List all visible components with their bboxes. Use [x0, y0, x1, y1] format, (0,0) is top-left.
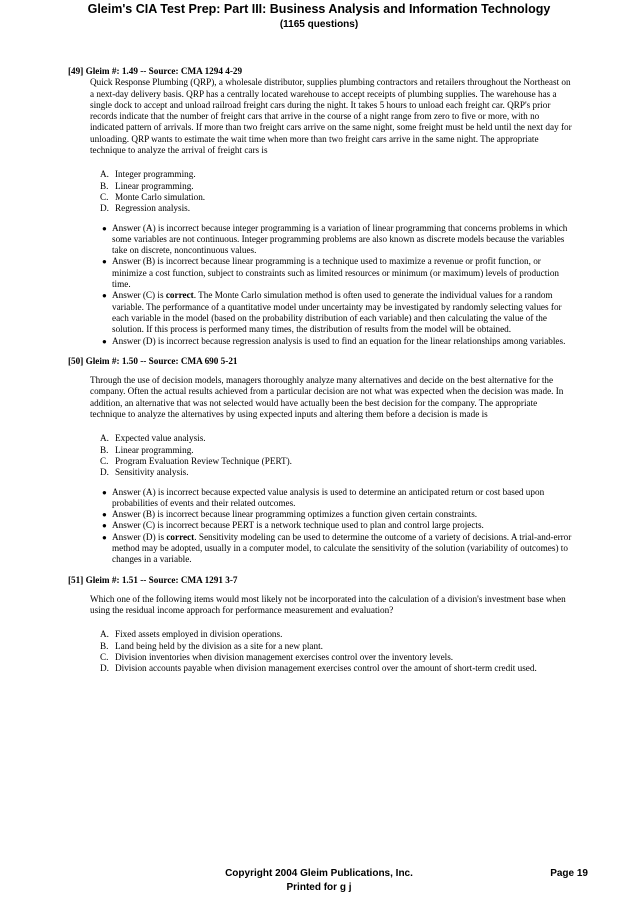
answer-choices	[100, 629, 572, 674]
bullet-icon: ●	[102, 487, 107, 497]
question-heading: [51] Gleim #: 1.51 -- Source: CMA 1291 3-7	[68, 574, 238, 585]
question-50	[68, 356, 572, 566]
choice-letter: D.	[100, 467, 109, 478]
explanation-text: Answer (B) is incorrect because linear programming is a technique used to maximize a revenue or profit function, or minimize a cost function, subject to constraints such as limited resources or minimum (or maximum) levels of production time.	[112, 256, 560, 290]
explanation-text-rest: . Sensitivity modeling can be used to determine the outcome of a variety of decisions. A trial-and-error method may be adopted, usually in a computer model, to calculate the sensitivity of the solution (variability of outcomes) to changes in a variable.	[112, 531, 572, 565]
explanation-text: Answer (D) is incorrect because regression analysis is used to find an equation for the linear relationships among variables.	[112, 335, 566, 346]
choice-text: Integer programming.	[115, 169, 196, 180]
bullet-icon: ●	[102, 532, 107, 542]
answer-explanations	[102, 487, 572, 566]
answer-choices	[100, 169, 572, 214]
explanation-b	[102, 256, 572, 290]
choice-text: Expected value analysis.	[115, 433, 206, 444]
bullet-icon: ●	[102, 223, 107, 233]
explanation-text: Answer (D) is	[112, 531, 167, 542]
page-number: Page 19	[550, 868, 588, 879]
choice-letter: A.	[100, 629, 109, 640]
choice-letter: D.	[100, 203, 109, 214]
explanation-b	[102, 509, 572, 520]
bullet-icon: ●	[102, 336, 107, 346]
explanation-c	[102, 290, 572, 335]
choice-text: Division inventories when division management exercises control over the inventory levels.	[115, 652, 454, 663]
explanation-c	[102, 520, 572, 531]
choice-text: Fixed assets employed in division operations.	[115, 629, 283, 640]
copyright-notice: Copyright 2004 Gleim Publications, Inc.	[225, 868, 413, 879]
choice-b	[100, 181, 572, 192]
explanation-a	[102, 487, 572, 510]
choice-letter: C.	[100, 455, 109, 466]
choice-d	[100, 203, 572, 214]
choice-letter: A.	[100, 169, 109, 180]
choice-c	[100, 192, 572, 203]
bullet-icon: ●	[102, 521, 107, 531]
question-51	[68, 575, 572, 675]
question-stem: Which one of the following items would most likely not be incorporated into the calculation of a division's investment base when using the residual income approach for performance measurement and evaluation?	[90, 593, 566, 616]
choice-d	[100, 663, 572, 674]
choice-letter: C.	[100, 652, 109, 663]
bullet-icon: ●	[102, 510, 107, 520]
explanation-d	[102, 336, 572, 347]
choice-a	[100, 433, 572, 444]
choice-text: Land being held by the division as a site for a new plant.	[115, 640, 323, 651]
choice-letter: D.	[100, 663, 109, 674]
question-body	[90, 77, 572, 347]
choice-c	[100, 652, 572, 663]
explanation-text: Answer (A) is incorrect because integer programming is a variation of linear programming that concerns problems in which some variables are not continuous. Integer programming problems are also known as discrete models because the variables take on discrete, noncontinuous values.	[112, 222, 568, 256]
choice-letter: B.	[100, 444, 109, 455]
question-body	[90, 594, 572, 675]
choice-letter: C.	[100, 191, 109, 202]
choice-letter: B.	[100, 180, 109, 191]
explanation-text: Answer (C) is incorrect because PERT is a network technique used to plan and control large projects.	[112, 520, 484, 531]
question-49	[68, 66, 572, 347]
choice-letter: A.	[100, 433, 109, 444]
question-stem: Through the use of decision models, managers thoroughly analyze many alternatives and decide on the best alternative for the company. Often the actual results achieved from a particular decision are not what was expected when the decision was made. In addition, an alternative that was not selected would have actually been the best decision for the company. The appropriate technique to analyze the alternatives by using expected inputs and altering them before a decision is made is	[90, 375, 564, 420]
choice-b	[100, 445, 572, 456]
choice-text: Linear programming.	[115, 444, 194, 455]
choice-a	[100, 169, 572, 180]
document-title: Gleim's CIA Test Prep: Part III: Business Analysis and Information Technology	[87, 2, 551, 16]
bullet-icon: ●	[102, 291, 107, 301]
bullet-icon: ●	[102, 257, 107, 267]
printed-for: Printed for g j	[286, 882, 352, 893]
question-heading: [50] Gleim #: 1.50 -- Source: CMA 690 5-21	[68, 355, 238, 366]
explanation-text: Answer (B) is incorrect because linear programming optimizes a function given certain constraints.	[112, 509, 478, 520]
question-body	[90, 375, 572, 565]
question-stem: Quick Response Plumbing (QRP), a wholesale distributor, supplies plumbing contractors and retailers throughout the Northeast on a next-day delivery basis. QRP has a centrally located warehouse to accept receipts of plumbing supplies. The warehouse has a single dock to accept and unload railroad freight cars during the night. It takes 5 hours to unload each freight car. QRP's prior records indicate that the number of freight cars that arrive in the course of a night range from zero to five or more, with no indicated pattern of arrivals. If more than two freight cars arrive on the same night, some freight must be held until the next day for unloading. QRP wants to estimate the wait time when more than two freight cars arrive in the same night. The appropriate technique to analyze the arrival of freight cars is	[90, 77, 572, 156]
explanation-a	[102, 223, 572, 257]
explanation-text: Answer (C) is	[112, 290, 166, 301]
choice-text: Sensitivity analysis.	[115, 467, 189, 478]
choice-text: Program Evaluation Review Technique (PERT).	[115, 455, 292, 466]
explanation-text-rest: . The Monte Carlo simulation method is often used to generate the individual values for a random variable. The performance of a quantitative model under uncertainty may be investigated by randomly selecting values for each variable in the model (based on the probability distribution of each variable) and then calculating the value of the solution. If this process is performed many times, the distribution of results from the model will be obtained.	[112, 290, 562, 335]
explanation-emphasis: correct	[166, 531, 195, 542]
explanation-text: Answer (A) is incorrect because expected value analysis is used to determine an anticipated return or cost based upon probabilities of events and their related outcomes.	[112, 486, 545, 508]
choice-text: Regression analysis.	[115, 203, 191, 214]
choice-d	[100, 467, 572, 478]
questions-container	[68, 66, 572, 684]
question-heading: [49] Gleim #: 1.49 -- Source: CMA 1294 4-29	[68, 66, 243, 76]
question-count: (1165 questions)	[279, 19, 359, 30]
choice-a	[100, 629, 572, 640]
choice-text: Linear programming.	[115, 180, 194, 191]
explanation-emphasis: correct	[165, 290, 194, 301]
choice-b	[100, 641, 572, 652]
choice-text: Division accounts payable when division management exercises control over the amount of short-term credit used.	[115, 663, 537, 674]
choice-letter: B.	[100, 640, 109, 651]
choice-c	[100, 456, 572, 467]
explanation-d	[102, 532, 572, 566]
answer-explanations	[102, 223, 572, 347]
choice-text: Monte Carlo simulation.	[115, 191, 206, 202]
page-header	[0, 2, 638, 31]
answer-choices	[100, 433, 572, 478]
